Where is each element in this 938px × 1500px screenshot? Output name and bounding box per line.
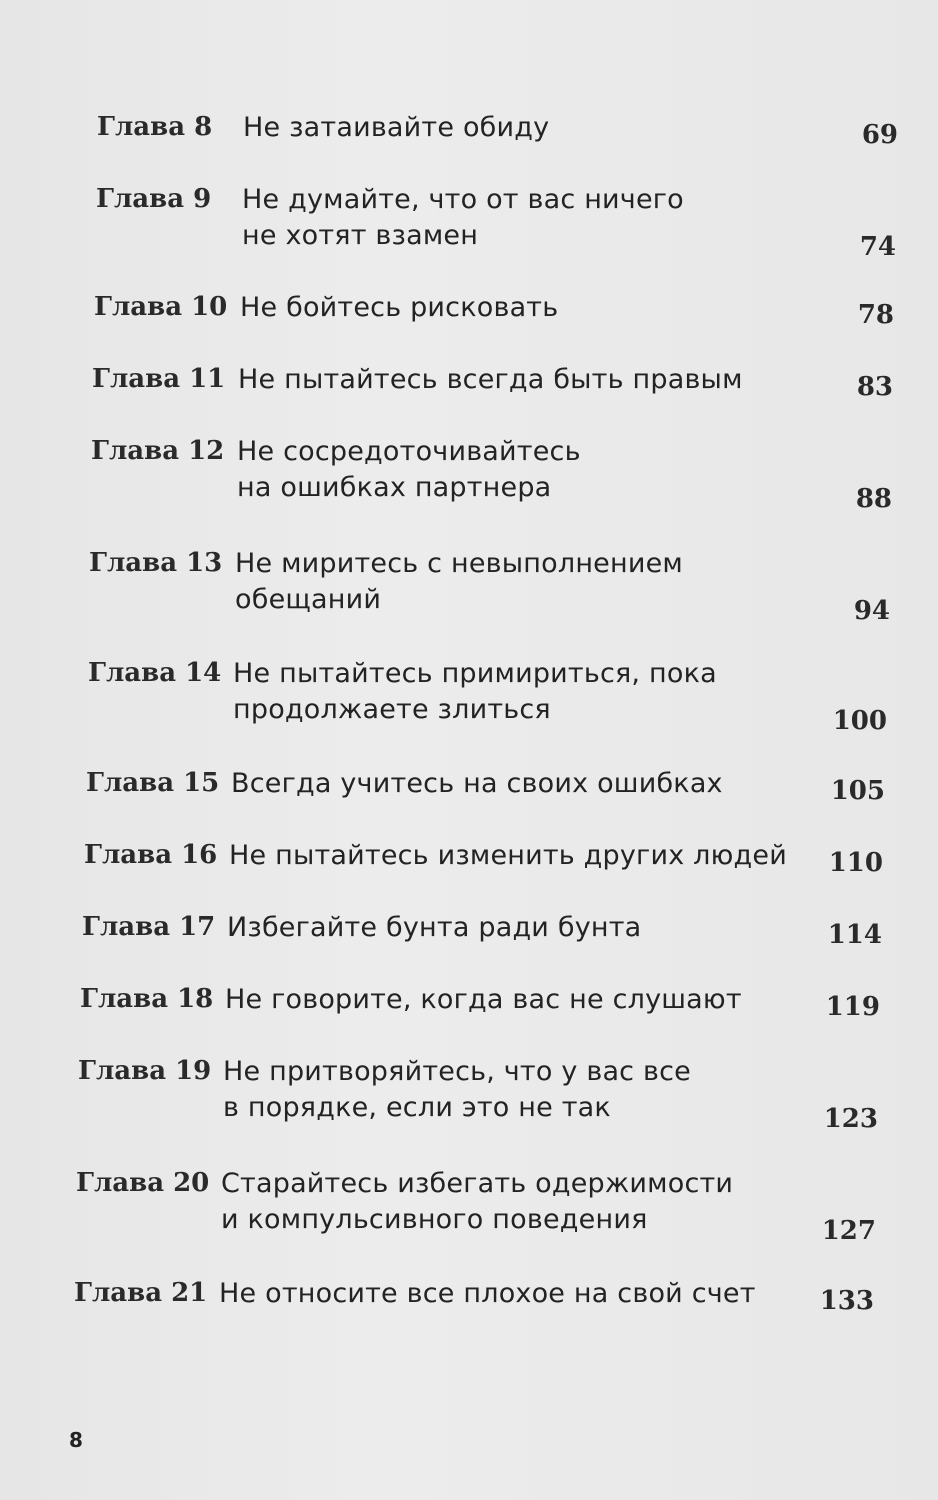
chapter-label: Глава 15 — [86, 768, 220, 798]
chapter-title-line: Не пытайтесь примириться, пока — [233, 658, 717, 689]
chapter-label: Глава 8 — [97, 112, 213, 142]
chapter-label: Глава 19 — [78, 1056, 212, 1086]
chapter-title-line: Старайтесь избегать одержимости — [221, 1168, 734, 1199]
chapter-title-line: Не затаивайте обиду — [243, 112, 550, 143]
chapter-title-line: Не бойтесь рисковать — [240, 292, 559, 323]
page-ref: 110 — [828, 848, 883, 878]
chapter-title-line: в порядке, если это не так — [223, 1092, 611, 1123]
chapter-title — [229, 838, 787, 874]
page-ref: 105 — [830, 776, 885, 806]
page-ref: 88 — [855, 484, 892, 514]
chapter-title — [221, 1166, 733, 1238]
chapter-title-line: на ошибках партнера — [237, 472, 552, 503]
chapter-title — [238, 362, 743, 398]
chapter-title — [237, 434, 581, 506]
page-ref: 78 — [857, 300, 894, 330]
chapter-title — [231, 766, 723, 802]
chapter-label: Глава 21 — [74, 1278, 208, 1308]
chapter-title — [225, 982, 742, 1018]
chapter-title-line: Не пытайтесь всегда быть правым — [238, 364, 743, 395]
chapter-title-line: Избегайте бунта ради бунта — [227, 912, 642, 943]
chapter-title-line: продолжаете злиться — [233, 694, 551, 725]
page-ref: 123 — [823, 1104, 878, 1134]
page-ref: 114 — [827, 920, 882, 950]
chapter-title-line: Не думайте, что от вас ничего — [242, 184, 684, 215]
chapter-title — [242, 182, 684, 254]
chapter-title — [233, 656, 717, 728]
page-ref: 94 — [853, 596, 890, 626]
chapter-title-line: Не пытайтесь изменить других людей — [229, 840, 787, 871]
chapter-title-line: и компульсивного поведения — [221, 1204, 648, 1235]
page-ref: 119 — [825, 992, 880, 1022]
chapter-title-line: Не сосредоточивайтесь — [237, 436, 581, 467]
chapter-title-line: Всегда учитесь на своих ошибках — [231, 768, 723, 799]
chapter-title — [223, 1054, 691, 1126]
page-ref: 133 — [819, 1286, 874, 1316]
chapter-title-line: Не притворяйтесь, что у вас все — [223, 1056, 691, 1087]
chapter-title-line: обещаний — [235, 584, 382, 615]
chapter-label: Глава 13 — [89, 548, 223, 578]
chapter-label: Глава 20 — [76, 1168, 210, 1198]
chapter-title — [243, 110, 549, 146]
chapter-label: Глава 10 — [94, 292, 228, 322]
chapter-label: Глава 14 — [88, 658, 222, 688]
chapter-title — [240, 290, 558, 326]
chapter-title-line: Не говорите, когда вас не слушают — [225, 984, 742, 1015]
chapter-label: Глава 16 — [84, 840, 218, 870]
page-ref: 83 — [856, 372, 893, 402]
chapter-title — [219, 1276, 756, 1312]
chapter-label: Глава 17 — [82, 912, 216, 942]
chapter-title — [227, 910, 641, 946]
chapter-label: Глава 12 — [91, 436, 225, 466]
page-ref: 127 — [821, 1216, 876, 1246]
page-ref: 74 — [859, 232, 896, 262]
chapter-title — [235, 546, 683, 618]
chapter-label: Глава 9 — [96, 184, 212, 214]
chapter-title-line: Не относите все плохое на свой счет — [219, 1278, 756, 1309]
page-ref: 100 — [832, 706, 887, 736]
chapter-title-line: не хотят взамен — [242, 220, 479, 251]
page-number: 8 — [69, 1428, 83, 1452]
page-ref: 69 — [861, 120, 898, 150]
chapter-title-line: Не миритесь с невыполнением — [235, 548, 683, 579]
chapter-label: Глава 18 — [80, 984, 214, 1014]
chapter-label: Глава 11 — [92, 364, 226, 394]
